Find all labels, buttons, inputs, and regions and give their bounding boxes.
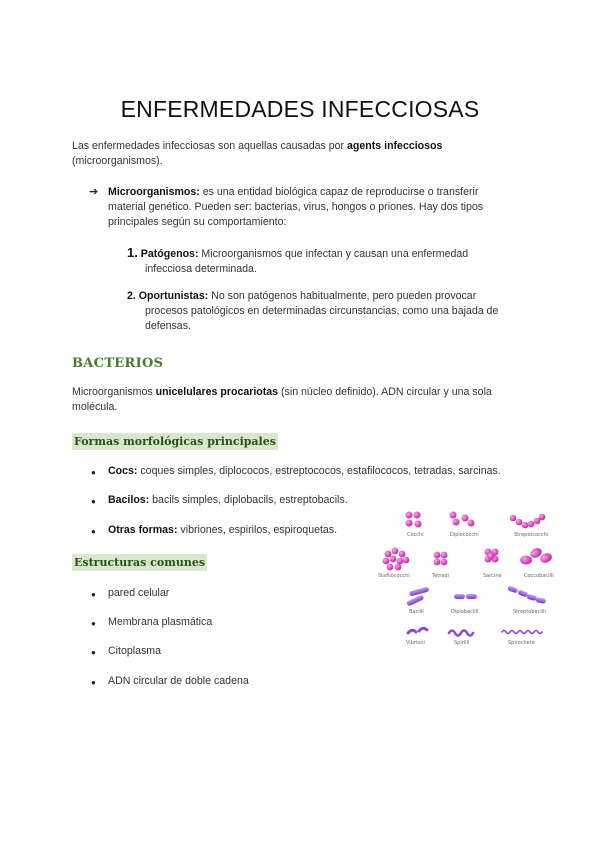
bullet-icon: ● (91, 590, 96, 599)
bullet-icon: ● (91, 527, 96, 536)
bullet-icon: ● (91, 678, 96, 687)
label-diplococchi: Diplococchi (450, 532, 479, 538)
structure-item: Citoplasma (108, 645, 161, 657)
label-streptococchi: Streptococchi (514, 532, 549, 538)
bacterios-desc-start: Microorganismos (72, 386, 156, 398)
label-tetradi: Tetradi (432, 573, 449, 579)
bullet-icon: ● (91, 619, 96, 628)
structure-item: pared celular (108, 587, 170, 599)
arrow-bullet-icon: ➔ (89, 186, 99, 198)
spirilli-illustration (449, 631, 473, 636)
label-spirochete: Spirochete (508, 640, 535, 646)
cocs-text: coques simples, diplococos, estreptococos, estafilococos, tetradas, sarcinas. (137, 465, 501, 477)
list-number: 2. (127, 290, 136, 302)
opportunists-line2: procesos patológicos en determinadas circunstancias, como una bajada de (145, 305, 499, 317)
section-heading-bacterios: BACTERIOS (72, 356, 164, 371)
definition-line3: principales según su comportamiento: (108, 216, 287, 228)
page-title: ENFERMEDADES INFECCIOSAS (120, 96, 480, 122)
intro-paragraph (72, 139, 532, 169)
sarcine-illustration (485, 549, 499, 563)
otras-formas-text: vibriones, espirilos, espiroquetas. (177, 524, 338, 536)
intro-text-end: (microorganismos). (72, 155, 163, 167)
bacteria-morphology-figure (376, 505, 596, 655)
bacterios-desc-bold: unicelulares procariotas (155, 386, 279, 398)
label-bacilli: Bacilli (409, 609, 424, 615)
term-opportunists: Oportunistas: (138, 290, 209, 302)
definition-line1: es una entidad biológica capaz de reproducirse o transferir (199, 186, 479, 198)
label-streptobacilli: Streptobacilli (513, 609, 546, 615)
term-pathogens: Patógenos: (140, 248, 199, 260)
label-coccobacilli: Coccobacilli (524, 573, 554, 579)
pathogens-line1: Microorganismos que infectan y causan una enfermedad (198, 248, 469, 260)
definition-line2: material genético. Pueden ser: bacterias, virus, hongos o priones. Hay dos tipos (108, 201, 484, 213)
list-number: 1. (127, 245, 138, 260)
label-stafilococchi: Stafilococchi (378, 573, 410, 579)
vibrioni-illustration (408, 628, 427, 633)
bacilli-illustration (406, 586, 429, 606)
list-item-opportunists (127, 289, 527, 334)
bullet-icon: ● (91, 497, 96, 506)
cocci-illustration (406, 512, 422, 528)
coccobacilli-illustration (520, 546, 553, 564)
label-sarcine: Sarcine (483, 573, 502, 579)
subheading-estructuras: Estructuras comunes (74, 556, 206, 569)
bacterios-desc-end: (sin núcleo definido). ADN circular y una sola (278, 386, 492, 398)
structure-item: Membrana plasmática (108, 616, 213, 628)
list-item-pathogens (127, 245, 527, 277)
intro-bold: agents infecciosos (347, 140, 443, 152)
opportunists-line3: defensas. (145, 320, 191, 332)
label-diplobacilli: Diplobacilli (451, 609, 479, 615)
opportunists-line1: No son patógenos habitualmente, pero pueden provocar (208, 290, 477, 302)
term-bacilos: Bacilos: (108, 494, 150, 506)
bacterios-description (72, 385, 532, 415)
stafilococchi-illustration (383, 548, 410, 571)
streptococchi-illustration (510, 514, 546, 529)
spirochete-illustration (502, 631, 542, 634)
bacterios-desc-line2: molécula. (72, 401, 118, 413)
tetradi-illustration (434, 552, 448, 566)
structure-item: ADN circular de doble cadena (108, 675, 249, 687)
list-item-cocs (108, 464, 548, 479)
bacilos-text: bacils simples, diplobacils, estreptobacils. (149, 494, 348, 506)
label-spirilli: Spirilli (454, 640, 470, 646)
diplobacilli-illustration (454, 594, 477, 599)
bullet-icon: ● (91, 648, 96, 657)
diplococchi-illustration (450, 512, 475, 527)
bullet-icon: ● (91, 468, 96, 477)
streptobacilli-illustration (507, 585, 546, 603)
subheading-formas: Formas morfológicas principales (74, 435, 276, 448)
label-cocchi: Cocchi (407, 532, 424, 538)
term-otras-formas: Otras formas: (108, 524, 178, 536)
list-item-otras-formas (108, 523, 368, 538)
pathogens-line2: infecciosa determinada. (145, 263, 257, 275)
intro-text: Las enfermedades infecciosas son aquellas causadas por (72, 140, 348, 152)
label-vibrioni: Vibrioni (406, 640, 425, 646)
definition-term: Microorganismos: (108, 186, 200, 198)
microorganism-definition (108, 185, 528, 230)
term-cocs: Cocs: (108, 465, 138, 477)
